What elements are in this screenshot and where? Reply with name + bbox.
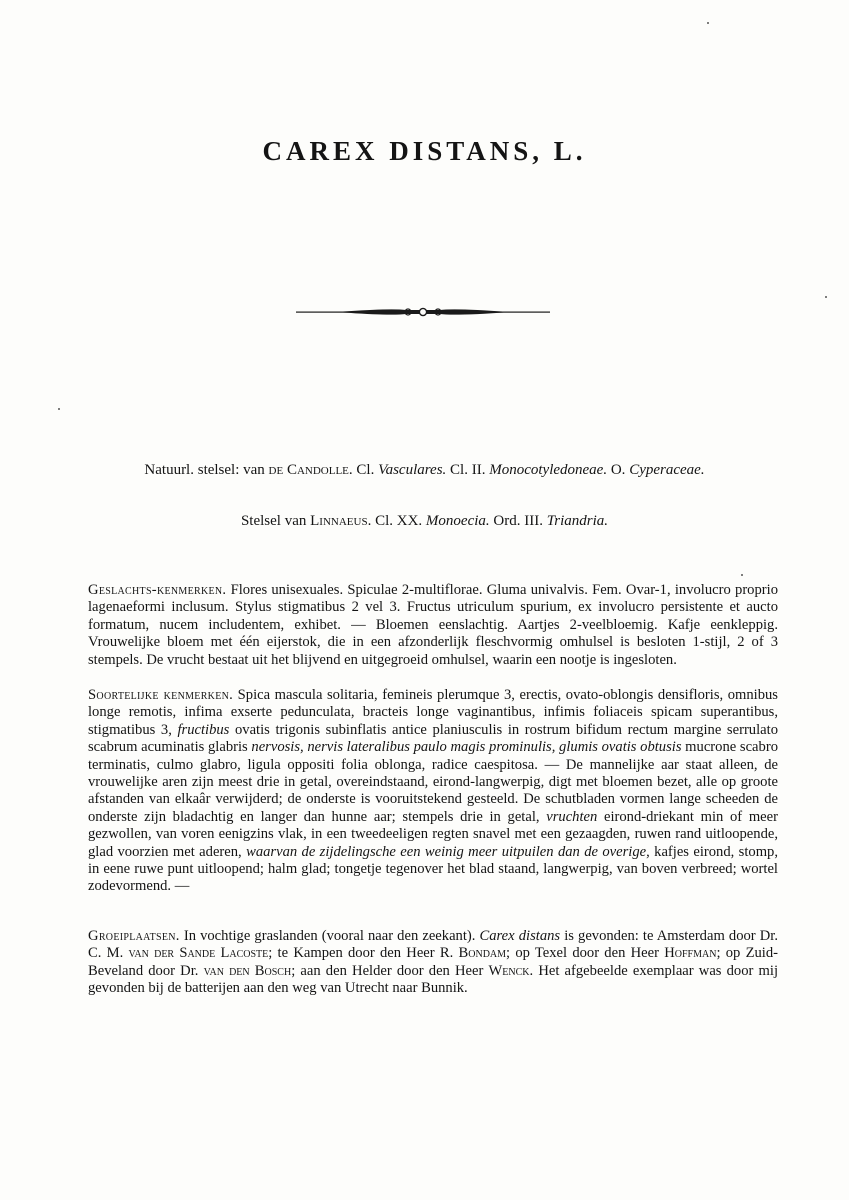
page-title: CAREX DISTANS, L. [262, 136, 587, 166]
genus-characters-paragraph: Geslachts-kenmerken. Flores unisexuales. Spiculae 2-multiflorae. Gluma univalvis. Fem. Ovar-1, involucro proprio lagenaeformi inclusum. Stylus stigmatibus 2 vel 3. Fructus utriculum spurium, ex involucro persistente et aucto formatum, nucem includentem, exhibet. — Bloemen eenslachtig. Aartjes 2-veelbloemig. Kafje eenkleppig. Vrouwelijke bloem met één eijerstok, die in een afzonderlijk fleschvormig omhulsel is besloten 1-stijl, 2 of 3 stempels. De vrucht bestaat uit het blijvend en uitgegroeid omhulsel, waarin een nootje is ingesloten. [88, 582, 778, 668]
linnaean-system-line: Stelsel van Linnaeus. Cl. XX. Monoecia. Ord. III. Triandria. [240, 513, 609, 529]
author-name: de Candolle [268, 462, 349, 478]
species-characters-paragraph: Soortelijke kenmerken. Spica mascula solitaria, femineis plerumque 3, erectis, ovato-oblongis densifloris, omnibus longe remotis, infima exserte pedunculata, bracteis longe vaginantibus, infimis foliaceis spicam superantibus, stigmatibus 3, fructibus ovatis trigonis subinflatis antice planiusculis in rostrum bifidum rectum margine serrulato scabrum acuminatis glabris nervosis, nervis lateralibus paulo magis prominulis, glumis ovatis obtusis mucrone scabro terminatis, culmo glabro, ligula oppositi folia oblonga, radice caespitosa. — De mannelijke aar staat alleen, de vrouwelijke aren zijn meest drie in getal, overeindstaand, eirond-langwerpig, digt met bloemen bezet, alle op groote afstanden van elkaâr verwijderd; de onderste is vooruitstekend gesteeld. De schutbladen vormen lange scheeden de onderste zijn bladachtig en langer dan hunne aar; stempels drie in getal, vruchten eirond-driekant min of meer gezwollen, van voren eenigzins vlak, in een tweedeeligen regten snavel met een gezaagden, ruwen rand uitloopende, glad voorzien met aderen, waarvan de zijdelingsche een weinig meer uitpuilen dan de overige, kafjes eirond, stomp, in eene ruwe punt uitloopend; halm glad; tongetje tegenover het blad staand, langwerpig, van boven verbreed; wortel zodevormend. — [88, 687, 778, 895]
print-speck [741, 574, 743, 576]
section-heading: Soortelijke kenmerken. [88, 687, 234, 703]
print-speck [58, 408, 60, 410]
section-heading: Groeiplaatsen. [88, 928, 180, 944]
print-speck [825, 296, 827, 298]
habitat-paragraph: Groeiplaatsen. In vochtige graslanden (vooral naar den zeekant). Carex distans is gevonden: te Amsterdam door Dr. C. M. van der Sande Lacoste; te Kampen door den Heer R. Bondam; op Texel door den Heer Hoffman; op Zuid-Beveland door Dr. van den Bosch; aan den Helder door den Heer Wenck. Het afgebeelde exemplaar was door mij gevonden bij de batterijen aan den weg van Utrecht naar Bunnik. [88, 928, 778, 997]
author-name: Linnaeus [310, 513, 368, 529]
natural-system-line: Natuurl. stelsel: van de Candolle. Cl. Vasculares. Cl. II. Monocotyledoneae. O. Cyperaceae. [144, 462, 705, 478]
print-speck [707, 22, 709, 24]
ornament-divider [296, 306, 550, 320]
section-heading: Geslachts-kenmerken. [88, 582, 227, 598]
